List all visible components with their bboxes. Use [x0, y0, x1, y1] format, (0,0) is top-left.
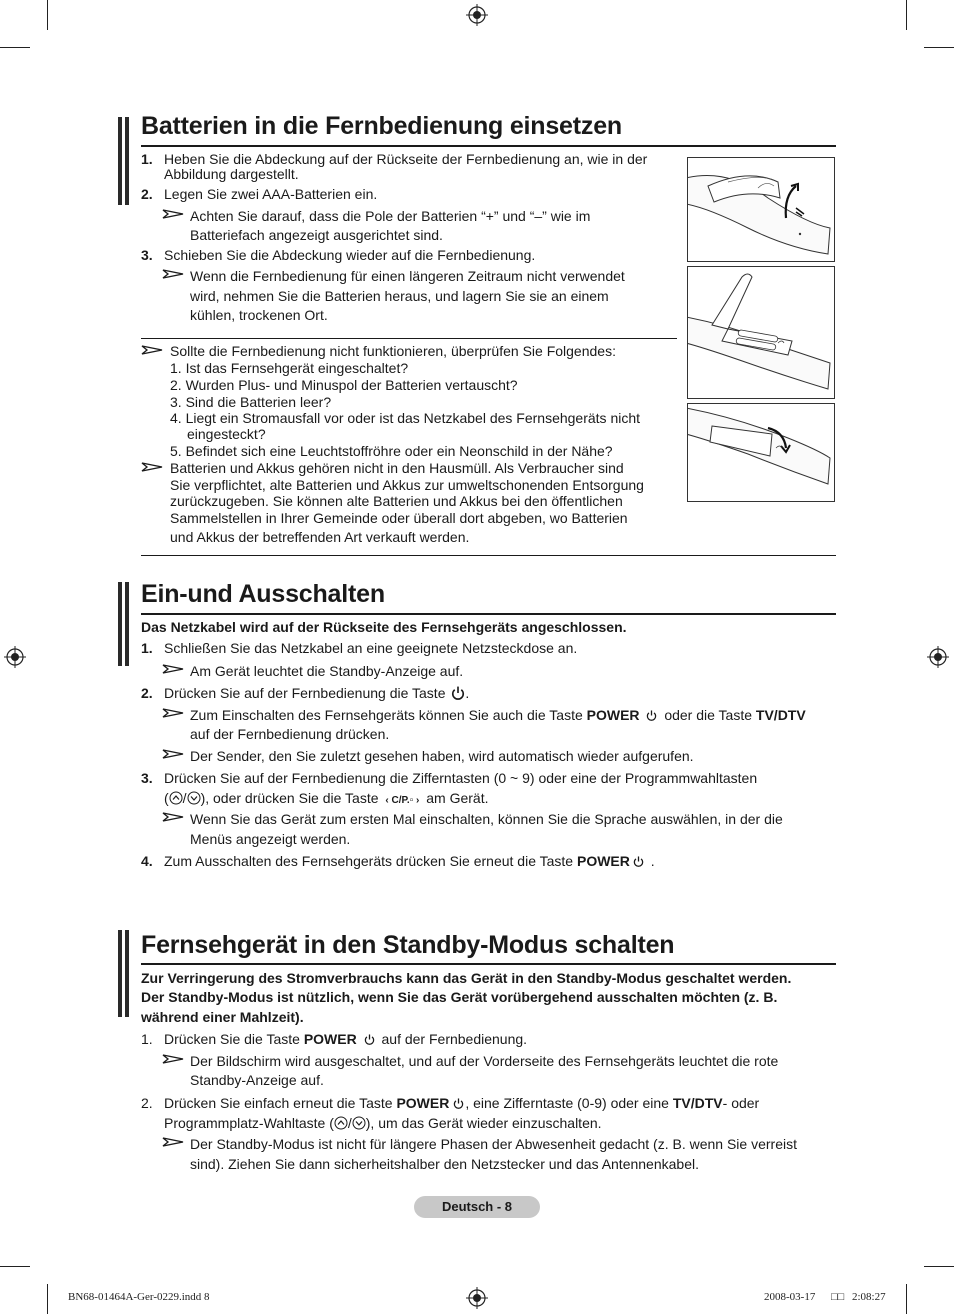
crop-mark	[0, 1266, 30, 1267]
crop-mark	[924, 47, 954, 48]
note-arrow-icon	[162, 1053, 184, 1065]
section-bar	[125, 117, 129, 205]
check-item: 3. Sind die Batterien leer?	[170, 394, 332, 410]
channel-down-icon	[352, 1116, 366, 1130]
step-text	[164, 1031, 527, 1048]
check-intro: Sollte die Fernbedienung nicht funktionieren, überprüfen Sie Folgendes:	[170, 343, 616, 359]
step-number: 2.	[141, 685, 153, 701]
note-text-part: Zum Einschalten des Fernsehgeräts können Sie auch die Taste	[190, 707, 583, 723]
title-rule	[141, 613, 836, 615]
step-text	[164, 853, 655, 870]
title-rule	[141, 963, 836, 965]
crop-mark	[924, 1266, 954, 1267]
registration-mark-icon	[466, 1287, 488, 1309]
note-text: Wenn die Fernbedienung für einen längeren Zeitraum nicht verwendet	[190, 268, 625, 284]
divider	[141, 555, 836, 556]
step-text	[164, 1115, 602, 1132]
check-item: 4. Liegt ein Stromausfall vor oder ist das Netzkabel des Fernsehgeräts nicht	[170, 410, 641, 426]
tv-dtv-label: TV/DTV	[755, 707, 806, 723]
section-bar	[118, 930, 122, 1017]
crop-mark	[0, 47, 30, 48]
section-bar	[118, 582, 122, 666]
step-number: 3.	[141, 770, 153, 786]
step-text-part: Zum Ausschalten des Fernsehgeräts drücken Sie erneut die Taste	[164, 853, 574, 869]
note-arrow-icon	[162, 208, 184, 220]
note-text: Der Bildschirm wird ausgeschaltet, und auf der Vorderseite des Fernsehgeräts leuchtet die rote	[190, 1053, 779, 1069]
step-text-part: Programmplatz-Wahltaste (	[164, 1115, 334, 1131]
step-text	[164, 790, 488, 809]
step-text-part: Drücken Sie auf der Fernbedienung die Taste	[164, 685, 446, 701]
note-text: Batteriefach angezeigt ausgerichtet sind.	[190, 227, 443, 243]
step-text: Schieben Sie die Abdeckung wieder auf die Fernbedienung.	[164, 247, 536, 263]
power-icon	[364, 1034, 375, 1045]
note-arrow-icon	[141, 344, 163, 356]
section-intro: während einer Mahlzeit).	[141, 1009, 304, 1025]
section-bar	[125, 582, 129, 666]
crop-mark	[47, 0, 48, 30]
power-icon	[646, 710, 657, 721]
power-icon	[633, 856, 644, 867]
section-title: Batterien in die Fernbedienung einsetzen	[141, 112, 622, 140]
section-intro: Das Netzkabel wird auf der Rückseite des Fernsehgeräts angeschlossen.	[141, 619, 627, 635]
note-text: sind). Ziehen Sie dann sicherheitshalber den Netzstecker und das Antennenkabel.	[190, 1156, 699, 1172]
section-intro: Zur Verringerung des Stromverbrauchs kann das Gerät in den Standby-Modus geschaltet werden.	[141, 970, 792, 986]
section-title: Ein-und Ausschalten	[141, 580, 385, 608]
recycle-text: und Akkus der betreffenden Art verkauft werden.	[170, 529, 470, 545]
cp-label: C/P.	[391, 795, 410, 806]
step-text: Abbildung dargestellt.	[164, 166, 299, 182]
note-text-part: oder die Taste	[664, 707, 753, 723]
recycle-text: Sammelstellen in Ihrer Gemeinde oder überall dort abgeben, wo Batterien	[170, 510, 628, 526]
registration-mark-icon	[466, 4, 488, 26]
step-text-part: Drücken Sie die Taste	[164, 1031, 300, 1047]
crop-mark	[906, 0, 907, 30]
footer-filename: BN68-01464A-Ger-0229.indd 8	[68, 1291, 210, 1303]
step-number: 1.	[141, 1031, 153, 1047]
step-text-part: am Gerät.	[426, 790, 489, 806]
step-number: 1.	[141, 640, 153, 656]
power-label: POWER	[303, 1031, 357, 1047]
step-number: 2.	[141, 1095, 153, 1111]
section-bar	[125, 930, 129, 1017]
power-icon	[453, 1098, 464, 1109]
divider	[141, 338, 677, 339]
step-text-part: , eine Zifferntaste (0-9) oder eine	[465, 1095, 669, 1111]
punctuation: /	[347, 1115, 352, 1131]
note-text	[190, 707, 806, 724]
note-arrow-icon	[141, 461, 163, 473]
note-text: Achten Sie darauf, dass die Pole der Batterien “+” und “–” wie im	[190, 208, 591, 224]
step-number: 4.	[141, 853, 153, 869]
footer-boxes: □□	[831, 1291, 845, 1303]
registration-mark-icon	[927, 646, 949, 668]
power-label: POWER	[576, 853, 630, 869]
power-label: POWER	[396, 1095, 450, 1111]
note-text: wird, nehmen Sie die Batterien heraus, und lagern Sie sie an einem	[190, 288, 609, 304]
step-text-part: ), um das Gerät wieder einzuschalten.	[365, 1115, 602, 1131]
step-text: Legen Sie zwei AAA-Batterien ein.	[164, 186, 378, 202]
remote-cover-illustration	[687, 157, 835, 262]
channel-up-icon	[334, 1116, 348, 1130]
check-item: eingesteckt?	[187, 426, 266, 442]
tv-dtv-label: TV/DTV	[672, 1095, 723, 1111]
note-arrow-icon	[162, 748, 184, 760]
section-bar	[118, 117, 122, 205]
note-arrow-icon	[162, 1136, 184, 1148]
channel-up-icon	[169, 791, 183, 805]
power-icon	[451, 686, 465, 700]
step-text-part: Drücken Sie einfach erneut die Taste	[164, 1095, 393, 1111]
note-text: Am Gerät leuchtet die Standby-Anzeige auf.	[190, 663, 464, 679]
page-number-badge: Deutsch - 8	[414, 1196, 540, 1218]
recycle-text: zurückzugeben. Sie können alte Batterien und Akkus bei den öffentlichen	[170, 493, 623, 509]
note-text: Der Sender, den Sie zuletzt gesehen haben, wird automatisch wieder aufgerufen.	[190, 748, 694, 764]
note-arrow-icon	[162, 663, 184, 675]
note-text: Der Standby-Modus ist nicht für längere Phasen der Abwesenheit gedacht (z. B. wenn Sie verreist	[190, 1136, 797, 1152]
note-text: Standby-Anzeige auf.	[190, 1072, 324, 1088]
step-text-part: - oder	[722, 1095, 760, 1111]
footer-time: 2:08:27	[852, 1291, 886, 1303]
step-number: 3.	[141, 247, 153, 263]
step-text-part: auf der Fernbedienung.	[381, 1031, 528, 1047]
power-label: POWER	[586, 707, 640, 723]
punctuation: .	[465, 685, 470, 701]
registration-mark-icon	[4, 646, 26, 668]
step-text	[164, 685, 469, 702]
punctuation: (	[164, 790, 169, 806]
remote-battery-illustration	[687, 266, 835, 399]
crop-mark	[47, 1284, 48, 1314]
check-item: 5. Befindet sich eine Leuchtstoffröhre oder ein Neonschild in der Nähe?	[170, 443, 613, 459]
note-arrow-icon	[162, 707, 184, 719]
title-rule	[141, 145, 836, 147]
step-text: Drücken Sie auf der Fernbedienung die Zifferntasten (0 ~ 9) oder eine der Programmwahltasten	[164, 770, 758, 786]
section-intro: Der Standby-Modus ist nützlich, wenn Sie das Gerät vorübergehend ausschalten möchten (z. B.	[141, 989, 778, 1005]
recycle-text: Batterien und Akkus gehören nicht in den Hausmüll. Als Verbraucher sind	[170, 460, 624, 476]
punctuation: .	[650, 853, 655, 869]
punctuation: /	[182, 790, 187, 806]
recycle-text: Sie verpflichtet, alte Batterien und Akkus zur umweltschonenden Entsorgung	[170, 477, 644, 493]
crop-mark	[906, 1284, 907, 1314]
channel-down-icon	[187, 791, 201, 805]
note-arrow-icon	[162, 268, 184, 280]
note-text: Menüs angezeigt werden.	[190, 831, 351, 847]
footer-date: 2008-03-17	[764, 1291, 816, 1303]
note-text: Wenn Sie das Gerät zum ersten Mal einschalten, können Sie die Sprache auswählen, in der die	[190, 811, 783, 827]
cp-button-label: ‹ C/P.▫ ›	[385, 795, 420, 806]
step-text: Heben Sie die Abdeckung auf der Rückseite der Fernbedienung an, wie in der	[164, 151, 648, 167]
step-number: 2.	[141, 186, 153, 202]
step-text	[164, 1095, 759, 1112]
remote-close-illustration	[687, 403, 835, 502]
step-text: Schließen Sie das Netzkabel an eine geeignete Netzsteckdose an.	[164, 640, 578, 656]
note-arrow-icon	[162, 811, 184, 823]
check-item: 1. Ist das Fernsehgerät eingeschaltet?	[170, 360, 409, 376]
check-item: 2. Wurden Plus- und Minuspol der Batterien vertauscht?	[170, 377, 518, 393]
section-title: Fernsehgerät in den Standby-Modus schalten	[141, 931, 675, 959]
note-text: auf der Fernbedienung drücken.	[190, 726, 390, 742]
note-text: kühlen, trockenen Ort.	[190, 307, 328, 323]
step-number: 1.	[141, 151, 153, 167]
step-text-part: ), oder drücken Sie die Taste	[200, 790, 379, 806]
